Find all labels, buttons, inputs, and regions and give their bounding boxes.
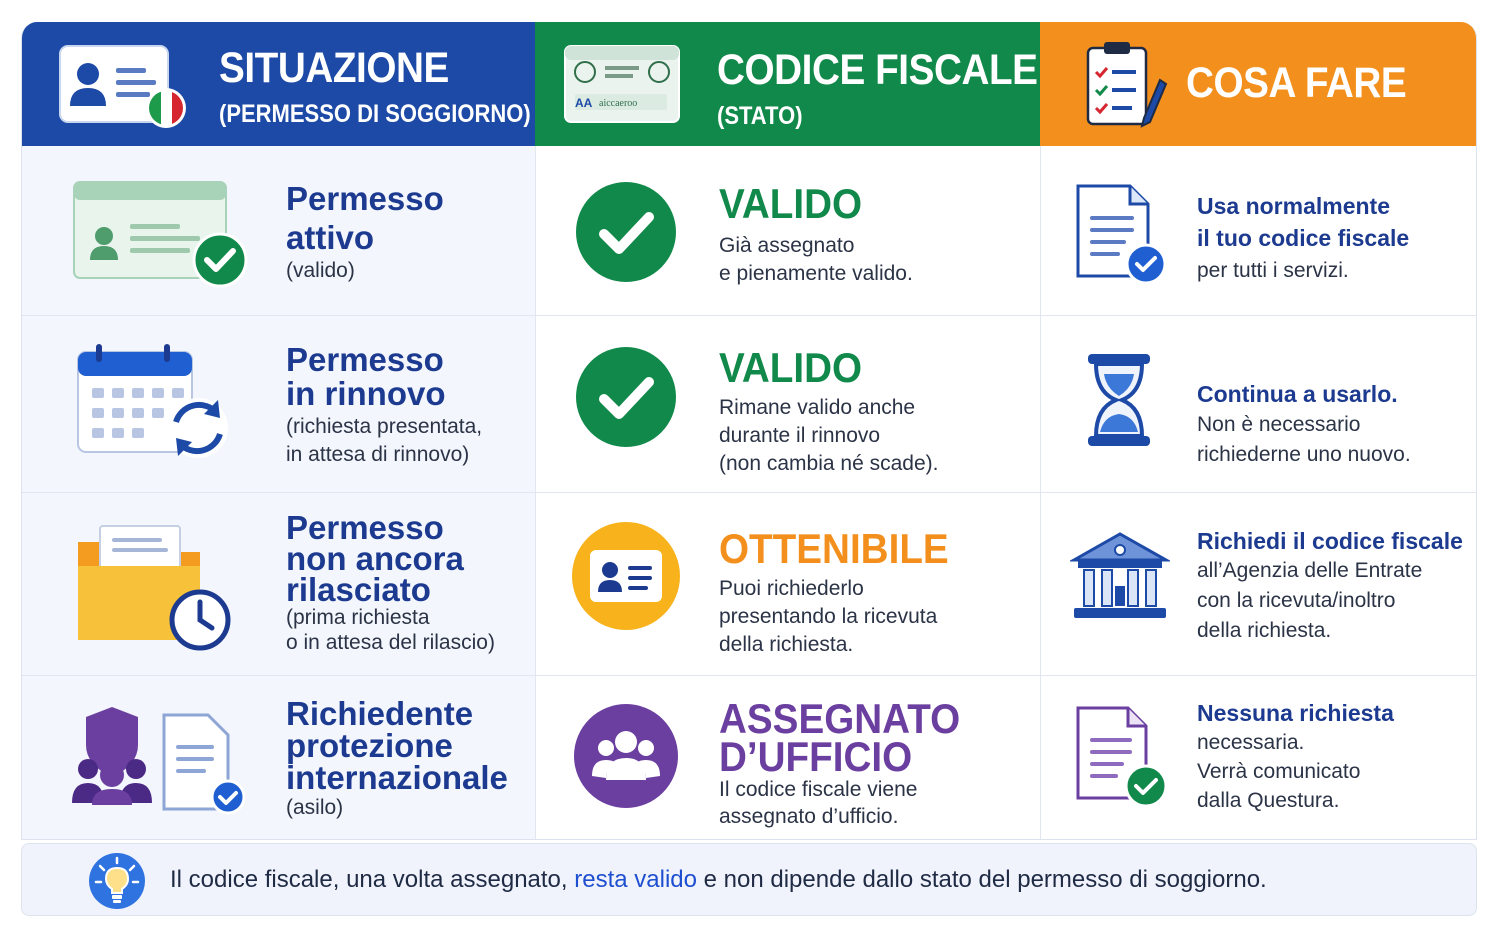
status-label: OTTENIBILE — [719, 525, 949, 572]
status-label: VALIDO — [719, 344, 863, 391]
permit-card-check-icon — [72, 180, 252, 295]
status-cell: VALIDO Già assegnato e pienamente valido. — [719, 180, 913, 285]
situation-title: Richiedente protezione internazionale (asilo) — [286, 695, 508, 819]
situation-title: Permesso non ancora rilasciato (prima richiesta o in attesa del rilascio) — [286, 509, 495, 654]
id-card-italy-icon — [58, 44, 188, 135]
footer-text: Il codice fiscale, una volta assegnato, resta valido e non dipende dallo stato del permesso di soggiorno. — [170, 866, 1267, 893]
footer-highlight: resta valido — [574, 866, 697, 893]
header-fiscal-code — [535, 22, 1040, 146]
calendar-renew-icon — [76, 342, 236, 463]
document-check-icon — [1074, 182, 1170, 291]
action-cell: Usa normalmente il tuo codice fiscale per tutti i servizi. — [1197, 193, 1410, 282]
id-card-circle-icon — [570, 520, 682, 637]
fiscal-code-card-icon — [563, 44, 683, 129]
svg-text:AA: AA — [575, 96, 593, 110]
header-situation — [22, 22, 535, 146]
status-cell: VALIDO Rimane valido anche durante il rinnovo (non cambia né scade). — [719, 344, 939, 475]
column-divider — [1040, 146, 1041, 840]
action-cell: Nessuna richiesta necessaria. Verrà comunicato dalla Questura. — [1197, 700, 1394, 812]
status-label: VALIDO — [719, 180, 863, 227]
document-check-green-icon — [1074, 706, 1170, 813]
situation-title: Permesso attivo (valido) — [286, 180, 444, 282]
government-building-icon — [1070, 530, 1170, 627]
column-divider — [535, 146, 536, 840]
people-circle-icon — [572, 702, 680, 815]
status-cell: ASSEGNATO D’UFFICIO Il codice fiscale viene assegnato d’ufficio. — [719, 695, 961, 828]
situation-title: Permesso in rinnovo (richiesta presentata, in attesa di rinnovo) — [286, 341, 483, 466]
footer-note — [21, 843, 1477, 916]
row-divider — [22, 315, 1477, 316]
row-divider — [22, 492, 1477, 493]
header-what-to-do-title: COSA FARE — [1186, 59, 1407, 107]
check-circle-icon — [574, 180, 678, 289]
folder-clock-icon — [76, 522, 236, 659]
action-cell: Continua a usarlo. Non è necessario richiederne uno nuovo. — [1197, 381, 1411, 466]
svg-text:aiccaeroo: aiccaeroo — [599, 98, 638, 109]
check-circle-icon — [574, 345, 678, 454]
action-cell: Richiedi il codice fiscale all’Agenzia delle Entrate con la ricevuta/inoltro della richiesta. — [1197, 528, 1463, 642]
status-cell: OTTENIBILE Puoi richiederlo presentando la ricevuta della richiesta. — [719, 525, 949, 656]
header-fiscal-code-subtitle: (STATO) — [717, 102, 803, 130]
info-table — [21, 22, 1477, 840]
row-divider — [22, 675, 1477, 676]
header-what-to-do — [1040, 22, 1477, 146]
status-label: ASSEGNATO — [719, 695, 961, 742]
header-situation-title: SITUAZIONE — [219, 44, 449, 92]
clipboard-pencil-icon — [1084, 38, 1168, 135]
lightbulb-icon — [88, 852, 146, 915]
shield-people-document-icon — [68, 705, 250, 820]
status-label: D’UFFICIO — [719, 733, 913, 780]
header-situation-subtitle: (PERMESSO DI SOGGIORNO) — [219, 100, 531, 128]
header-fiscal-code-title: CODICE FISCALE — [717, 46, 1038, 94]
hourglass-icon — [1086, 352, 1152, 453]
